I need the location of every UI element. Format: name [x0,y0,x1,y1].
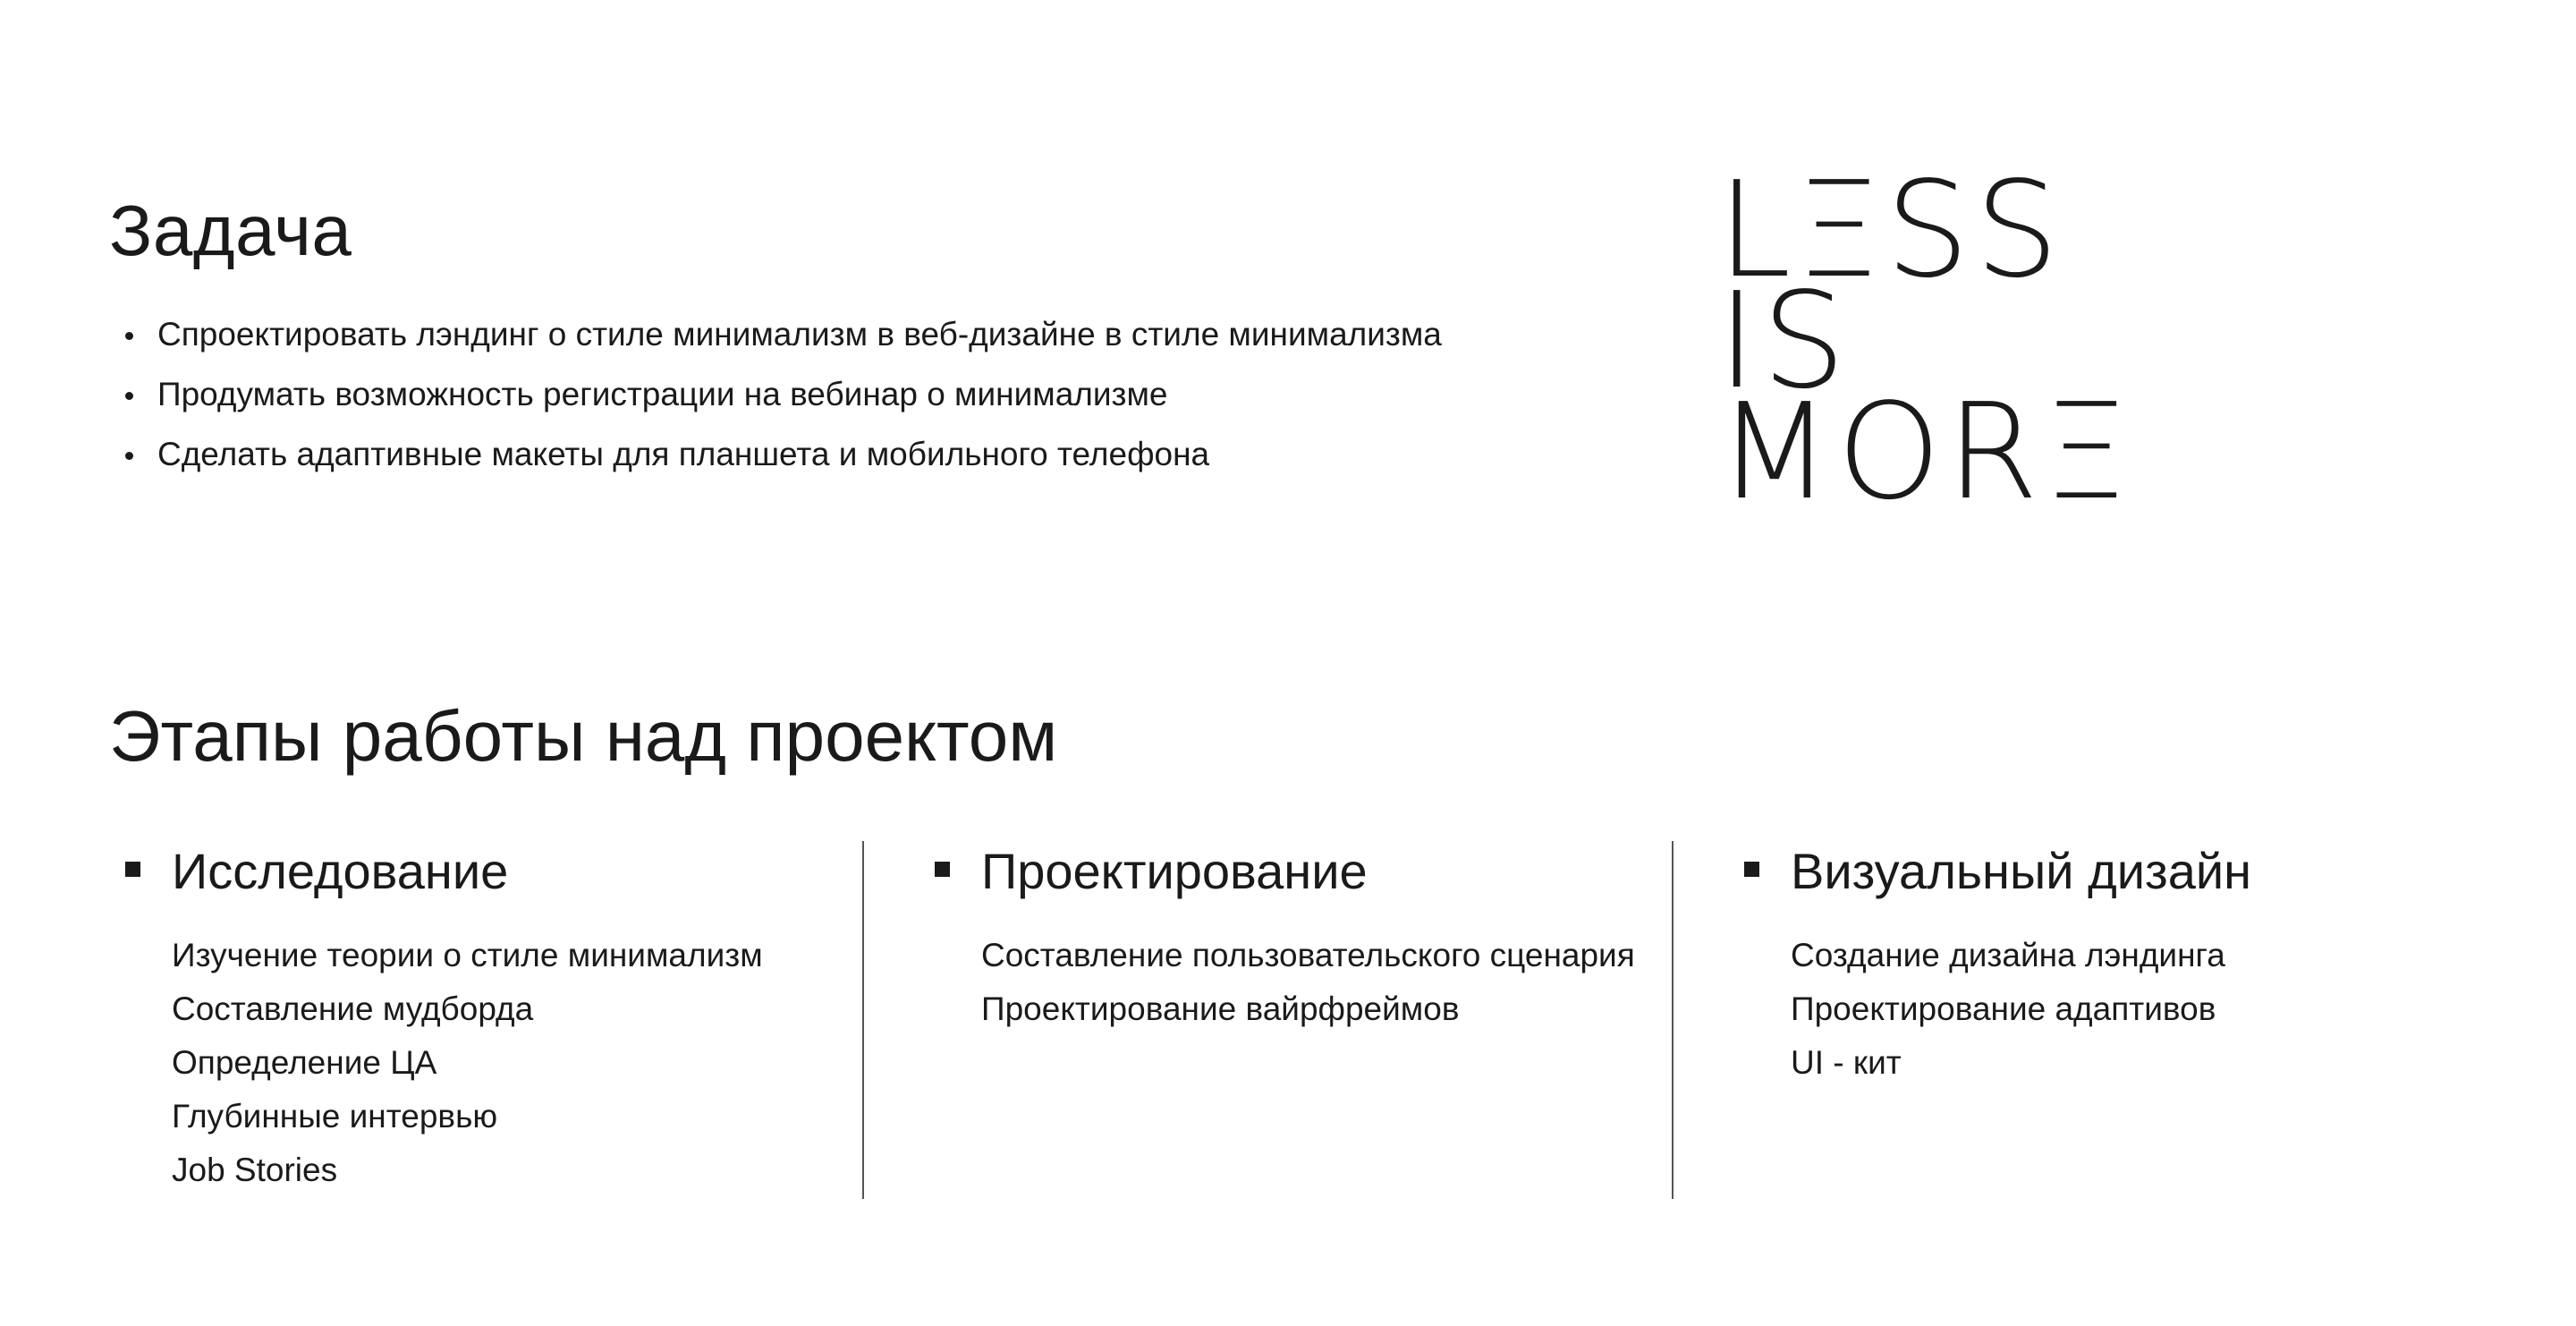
stages-title: Этапы работы над проектом [109,696,1058,776]
stage-column-visual-design [1744,841,2549,1090]
stage-item: Определение ЦА [172,1044,437,1081]
task-list-item [125,375,1442,435]
task-item-text: Продумать возможность регистрации на вебинар о минимализме [157,376,1168,412]
less-is-more-logo [1717,153,2133,529]
stage-item: Глубинные интервью [172,1098,498,1135]
square-bullet-icon [1744,862,1759,877]
task-item-text: Спроектировать лэндинг о стиле минимализм в веб-дизайне в стиле минимализма [157,316,1442,353]
stage-items [1744,929,2549,1090]
stage-items [125,929,930,1197]
logo-line: MORΞ [1717,375,2133,529]
stage-heading-text: Исследование [172,843,509,899]
stage-item: Составление пользовательского сценария [981,937,1635,973]
stage-item: UI - кит [1791,1044,1902,1081]
task-item-text: Сделать адаптивные макеты для планшета и мобильного телефона [157,436,1210,472]
task-list-item [125,435,1442,495]
square-bullet-icon [125,862,140,877]
bullet-dot-icon [125,332,133,340]
square-bullet-icon [935,862,950,877]
stage-column-research [125,841,930,1197]
column-divider [1672,841,1674,1199]
logo-line: LΞSS [1717,153,2064,307]
task-list [125,315,1442,495]
stage-heading [1744,841,2549,902]
stage-item: Job Stories [172,1152,338,1188]
stage-items [935,929,1740,1036]
stage-item: Создание дизайна лэндинга [1791,937,2225,973]
logo-line: IS [1717,264,1852,418]
stage-item: Составление мудборда [172,990,534,1027]
stage-heading [935,841,1740,902]
stage-column-design [935,841,1740,1036]
stage-item: Изучение теории о стиле минимализм [172,937,763,973]
bullet-dot-icon [125,452,133,460]
task-list-item [125,315,1442,375]
column-divider [862,841,864,1199]
stage-heading [125,841,930,902]
stage-item: Проектирование вайрфреймов [981,990,1460,1027]
bullet-dot-icon [125,392,133,400]
stage-heading-text: Визуальный дизайн [1791,843,2252,899]
stage-item: Проектирование адаптивов [1791,990,2216,1027]
task-title: Задача [109,191,352,270]
stage-heading-text: Проектирование [981,843,1368,899]
